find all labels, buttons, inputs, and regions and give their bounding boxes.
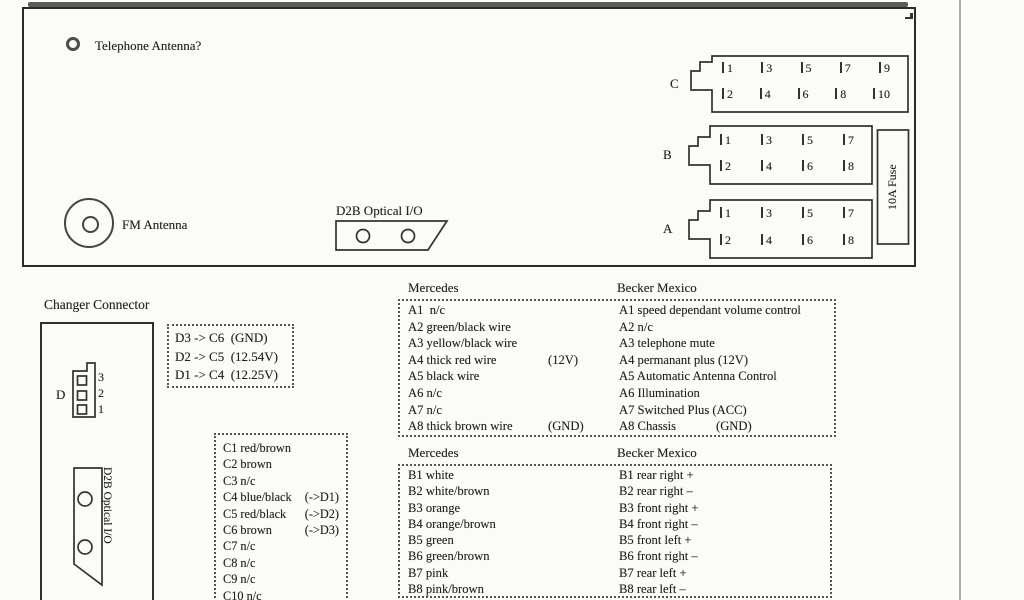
telephone-antenna-icon bbox=[66, 37, 80, 51]
pin-tick-icon bbox=[720, 207, 722, 218]
pin-number: 6 bbox=[802, 233, 813, 248]
table-row bbox=[400, 320, 834, 337]
pin-number: 1 bbox=[722, 61, 733, 76]
pin-number: 9 bbox=[879, 61, 890, 76]
mercedes-cell: A2 green/black wire bbox=[408, 319, 511, 334]
pin-tick-icon bbox=[761, 234, 763, 245]
becker-cell: B8 rear left – bbox=[619, 582, 686, 597]
mercedes-cell: B8 pink/brown bbox=[408, 582, 484, 597]
becker-cell: A7 Switched Plus (ACC) bbox=[619, 402, 747, 417]
pin-number: 8 bbox=[843, 233, 854, 248]
c-pin-row bbox=[223, 490, 339, 506]
mercedes-cell: A4 thick red wire bbox=[408, 352, 497, 367]
pin-tick-icon bbox=[798, 88, 800, 99]
pin-number: 3 bbox=[761, 133, 772, 148]
mercedes-cell: B2 white/brown bbox=[408, 484, 490, 499]
mapping-line: D2 -> C5 (12.54V) bbox=[175, 348, 279, 364]
c-pin-text: C10 n/c bbox=[223, 588, 262, 600]
table-row bbox=[400, 353, 834, 370]
becker-cell: A4 permanant plus (12V) bbox=[619, 352, 749, 367]
pin-number: 3 bbox=[761, 61, 772, 76]
fuse-label: 10A Fuse bbox=[885, 164, 899, 210]
connector-a-pins-top bbox=[720, 206, 854, 221]
pin-number: 5 bbox=[802, 206, 813, 221]
c-pin-text: C3 n/c bbox=[223, 473, 256, 488]
pin-tick-icon bbox=[720, 134, 722, 145]
table-a-header-mercedes: Mercedes bbox=[408, 280, 459, 295]
connector-a-pins-bottom bbox=[720, 233, 854, 248]
table-b-header-becker: Becker Mexico bbox=[617, 445, 697, 460]
connector-a-pinout-table bbox=[398, 280, 836, 438]
pin-number: 1 bbox=[720, 133, 731, 148]
pin-tick-icon bbox=[879, 62, 881, 73]
becker-cell: A2 n/c bbox=[619, 319, 653, 334]
pin-tick-icon bbox=[720, 234, 722, 245]
pin-tick-icon bbox=[843, 234, 845, 245]
connector-c-pins-bottom bbox=[722, 87, 890, 102]
mercedes-cell: B4 orange/brown bbox=[408, 516, 496, 531]
table-b-header-mercedes: Mercedes bbox=[408, 445, 459, 460]
pin-tick-icon bbox=[801, 62, 803, 73]
pin-tick-icon bbox=[873, 88, 875, 99]
pin-number: 7 bbox=[840, 61, 851, 76]
c-pin-note: (->D3) bbox=[304, 522, 339, 537]
pin-number: 4 bbox=[760, 87, 771, 102]
pin-number: 7 bbox=[843, 206, 854, 221]
pin-tick-icon bbox=[761, 160, 763, 171]
mercedes-note-cell: (12V) bbox=[548, 352, 579, 367]
pin-number: 4 bbox=[761, 159, 772, 174]
mercedes-cell: B3 orange bbox=[408, 500, 461, 515]
pin-number: 2 bbox=[720, 233, 731, 248]
c-pin-row bbox=[223, 589, 339, 600]
table-row bbox=[400, 582, 830, 598]
pin-tick-icon bbox=[843, 134, 845, 145]
pin-number: 5 bbox=[802, 133, 813, 148]
c-pin-text: C4 blue/black bbox=[223, 490, 292, 505]
mercedes-cell: B5 green bbox=[408, 533, 454, 548]
becker-cell: B3 front right + bbox=[619, 500, 699, 515]
table-row bbox=[400, 549, 830, 565]
connector-c-label: C bbox=[670, 76, 679, 91]
mapping-line: D1 -> C4 (12.25V) bbox=[175, 367, 279, 382]
table-a-rows-box bbox=[398, 299, 836, 437]
d2b-optical-vertical-label: D2B Optical I/O bbox=[101, 467, 113, 544]
pin-number: 1 bbox=[720, 206, 731, 221]
fm-antenna-icon-inner bbox=[82, 216, 99, 233]
mercedes-note-cell: (GND) bbox=[548, 419, 584, 434]
c-pin-text: C8 n/c bbox=[223, 555, 256, 570]
mercedes-cell: A1 n/c bbox=[408, 303, 446, 317]
pin-number: 4 bbox=[761, 233, 772, 248]
connector-b-pinout-table bbox=[398, 445, 832, 600]
table-row bbox=[400, 468, 830, 484]
d-pin-number: 2 bbox=[98, 386, 104, 400]
pin-tick-icon bbox=[761, 62, 763, 73]
table-a-header-becker: Becker Mexico bbox=[617, 280, 697, 295]
c-pin-text: C5 red/black bbox=[223, 506, 287, 521]
becker-cell: B5 front left + bbox=[619, 533, 692, 548]
connector-b-pins-top bbox=[720, 133, 854, 148]
becker-cell: B1 rear right + bbox=[619, 468, 694, 482]
pin-tick-icon bbox=[802, 160, 804, 171]
fm-antenna-label: FM Antenna bbox=[122, 217, 188, 232]
pin-number: 2 bbox=[720, 159, 731, 174]
table-row bbox=[400, 419, 834, 436]
pin-tick-icon bbox=[843, 207, 845, 218]
table-row bbox=[400, 533, 830, 549]
c-pin-row bbox=[223, 572, 339, 588]
mapping-line: D3 -> C6 (GND) bbox=[175, 330, 268, 345]
pin-tick-icon bbox=[840, 62, 842, 73]
c-pin-row bbox=[223, 523, 339, 539]
pin-tick-icon bbox=[802, 234, 804, 245]
pin-number: 8 bbox=[843, 159, 854, 174]
table-row bbox=[400, 566, 830, 582]
becker-cell: A8 Chassis bbox=[619, 419, 677, 434]
becker-cell: A6 Illumination bbox=[619, 385, 700, 400]
table-row bbox=[400, 403, 834, 420]
scan-page-edge-line bbox=[959, 0, 961, 600]
mercedes-cell: B7 pink bbox=[408, 565, 449, 580]
d-pin-number: 3 bbox=[98, 370, 104, 384]
pin-number: 2 bbox=[722, 87, 733, 102]
changer-connector-title: Changer Connector bbox=[44, 297, 150, 312]
pin-tick-icon bbox=[760, 88, 762, 99]
table-row bbox=[400, 336, 834, 353]
pin-number: 10 bbox=[873, 87, 890, 102]
table-row bbox=[400, 369, 834, 386]
changer-connector-box bbox=[40, 322, 154, 600]
becker-cell: A1 speed dependant volume control bbox=[619, 303, 801, 317]
telephone-antenna-label: Telephone Antenna? bbox=[95, 38, 202, 53]
pin-tick-icon bbox=[843, 160, 845, 171]
mercedes-cell: A3 yellow/black wire bbox=[408, 336, 518, 351]
c-pin-row bbox=[223, 457, 339, 473]
becker-cell: A3 telephone mute bbox=[619, 336, 715, 351]
d-pin-number: 1 bbox=[98, 402, 104, 416]
pin-number: 6 bbox=[798, 87, 809, 102]
table-row bbox=[400, 484, 830, 500]
pin-tick-icon bbox=[802, 134, 804, 145]
c-pin-text: C1 red/brown bbox=[223, 441, 291, 455]
becker-cell: B7 rear left + bbox=[619, 565, 687, 580]
connector-c-pins-top bbox=[722, 61, 890, 76]
table-row bbox=[400, 517, 830, 533]
c-pin-row bbox=[223, 556, 339, 572]
becker-cell: B2 rear right – bbox=[619, 484, 693, 499]
c-pin-row bbox=[223, 441, 339, 457]
becker-cell: A5 Automatic Antenna Control bbox=[619, 369, 777, 384]
pin-number: 5 bbox=[801, 61, 812, 76]
table-row bbox=[400, 303, 834, 320]
c-pin-note: (->D1) bbox=[304, 490, 339, 505]
c-pin-text: C2 brown bbox=[223, 457, 272, 472]
mercedes-cell: B6 green/brown bbox=[408, 549, 490, 564]
pin-tick-icon bbox=[722, 62, 724, 73]
c-pin-text: C6 brown bbox=[223, 522, 272, 537]
table-row bbox=[400, 386, 834, 403]
c-pin-text: C9 n/c bbox=[223, 572, 256, 587]
c-pin-row bbox=[223, 507, 339, 523]
c-pin-text: C7 n/c bbox=[223, 539, 256, 554]
connector-a-label: A bbox=[663, 221, 673, 236]
pin-number: 6 bbox=[802, 159, 813, 174]
becker-cell: B6 front right – bbox=[619, 549, 698, 564]
c-pin-row bbox=[223, 474, 339, 490]
pin-number: 8 bbox=[835, 87, 846, 102]
d-connector-pin-labels bbox=[98, 370, 104, 417]
c-pin-note: (->D2) bbox=[304, 506, 339, 521]
mercedes-cell: A5 black wire bbox=[408, 369, 480, 384]
pin-tick-icon bbox=[761, 207, 763, 218]
d-to-c-mapping-box bbox=[167, 324, 294, 388]
connector-b-label: B bbox=[663, 147, 672, 162]
pin-tick-icon bbox=[722, 88, 724, 99]
pin-tick-icon bbox=[720, 160, 722, 171]
mercedes-cell: B1 white bbox=[408, 468, 454, 482]
mercedes-cell: A6 n/c bbox=[408, 385, 442, 400]
connector-b-pins-bottom bbox=[720, 159, 854, 174]
mercedes-cell: A8 thick brown wire bbox=[408, 419, 513, 434]
c-pin-row bbox=[223, 539, 339, 555]
pin-tick-icon bbox=[802, 207, 804, 218]
pin-number: 7 bbox=[843, 133, 854, 148]
d2b-optical-label: D2B Optical I/O bbox=[336, 203, 423, 218]
becker-note-cell: (GND) bbox=[716, 419, 752, 434]
pin-tick-icon bbox=[761, 134, 763, 145]
table-b-rows-box bbox=[398, 464, 832, 598]
mercedes-cell: A7 n/c bbox=[408, 402, 442, 417]
becker-cell: B4 front right – bbox=[619, 516, 698, 531]
c-pin-wire-list bbox=[214, 433, 348, 600]
d-connector-label: D bbox=[56, 387, 66, 402]
pin-tick-icon bbox=[835, 88, 837, 99]
pin-number: 3 bbox=[761, 206, 772, 221]
table-row bbox=[400, 501, 830, 517]
